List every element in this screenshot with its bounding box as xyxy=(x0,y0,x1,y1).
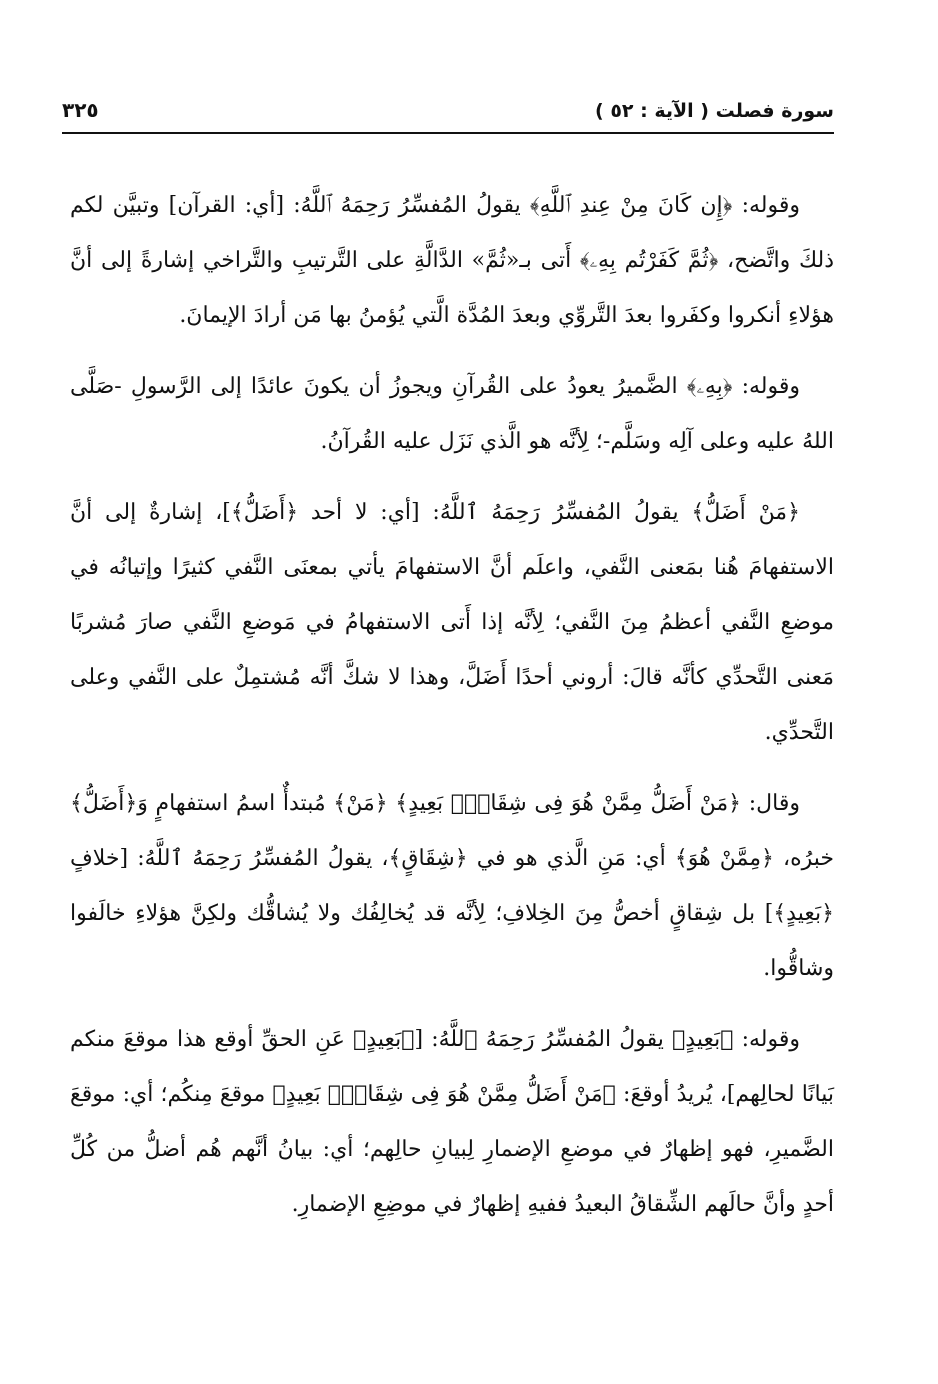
header-divider xyxy=(62,132,834,134)
page-body xyxy=(70,178,834,1232)
page-number: ٣٢٥ xyxy=(62,98,99,122)
paragraph: وقوله: ﴿بِهِۦ﴾ الضَّميرُ يعودُ على القُرآنِ ويجوزُ أن يكونَ عائدًا إلى الرَّسولِ -صَلَّى اللهُ عليه وعلى آلِه وسَلَّم-؛ لِأنَّه هو الَّذي نَزَل عليه القُرآنُ. xyxy=(70,374,834,454)
page-header xyxy=(62,94,834,134)
paragraph: وقال: ﴿مَنْ أَضَلُّ مِمَّنْ هُوَ فِى شِقَاقٍۭ بَعِيدٍ﴾ ﴿مَنْ﴾ مُبتدأٌ اسمُ استفهامٍ وَ﴿أَضَلُّ﴾ خبرُه، ﴿مِمَّنْ هُوَ﴾ أي: مَنِ الَّذي هو في ﴿شِقَاقٍ﴾، يقولُ المُفسِّرُ رَحِمَهُ ٱللَّهُ: [خلافٍ ﴿بَعِيدٍ﴾] بل شِقاقٍ أخصُّ مِنَ الخِلافِ؛ لِأنَّه قد يُخالِفُك ولا يُشاقُّك ولكِنَّ هؤلاءِ خالَفوا وشاقُّوا. xyxy=(70,791,834,981)
paragraph: وقوله: ﴿بَعِيدٍ﴾ يقولُ المُفسِّرُ رَحِمَهُ ٱللَّهُ: [﴿بَعِيدٍ﴾ عَنِ الحقِّ أوقع هذا موقعَ منكم بَيانًا لحالِهم]، يُريدُ أوقعَ: ﴿مَنْ أَضَلُّ مِمَّنْ هُوَ فِى شِقَاقٍۭ بَعِيدٍ﴾ موقعَ مِنكُم؛ أي: موقعَ الضَّميرِ، فهو إظهارٌ في موضعِ الإضمارِ لِبيانِ حالِهم؛ أي: بيانُ أنَّهم هُم أضلُّ من كُلِّ أحدٍ وأنَّ حالَهم الشِّقاقُ البعيدُ ففيهِ إظهارٌ في موضِعِ الإضمارِ. xyxy=(70,1027,834,1217)
running-title: سورة فصلت ( الآية : ٥٢ ) xyxy=(595,100,834,122)
paragraph: وقوله: ﴿إِن كَانَ مِنْ عِندِ ٱللَّهِ﴾ يقولُ المُفسِّرُ رَحِمَهُ ٱللَّهُ: [أي: القرآن] وتبيَّن لكم ذلكَ واتَّضح، ﴿ثُمَّ كَفَرْتُم بِهِۦ﴾ أَتى بـ«ثُمَّ» الدَّالَّةِ على التَّرتيبِ والتَّراخي إشارةً إلى أنَّ هؤلاءِ أنكروا وكفَروا بعدَ التَّروِّي وبعدَ المُدَّة الَّتي يُؤمنُ بها مَن أرادَ الإيمانَ. xyxy=(70,193,834,328)
paragraph: ﴿مَنْ أَضَلُّ﴾ يقولُ المُفسِّرُ رَحِمَهُ ٱللَّهُ: [أي: لا أحد ﴿أَضَلُّ﴾]، إشارةٌ إلى أنَّ الاستفهامَ هُنا بمَعنى النَّفي، واعلَم أنَّ الاستفهامَ يأتي بمعنَى النَّفي كثيرًا وإتيانُه في موضعِ النَّفي أعظمُ مِنَ النَّفي؛ لِأنَّه إذا أَتى الاستفهامُ في مَوضعِ النَّفي صارَ مُشربًا مَعنى التَّحدِّي كأنَّه قالَ: أروني أحدًا أَضَلَّ، وهذا لا شكَّ أنَّه مُشتمِلٌ على النَّفي وعلى التَّحدِّي. xyxy=(70,500,834,745)
